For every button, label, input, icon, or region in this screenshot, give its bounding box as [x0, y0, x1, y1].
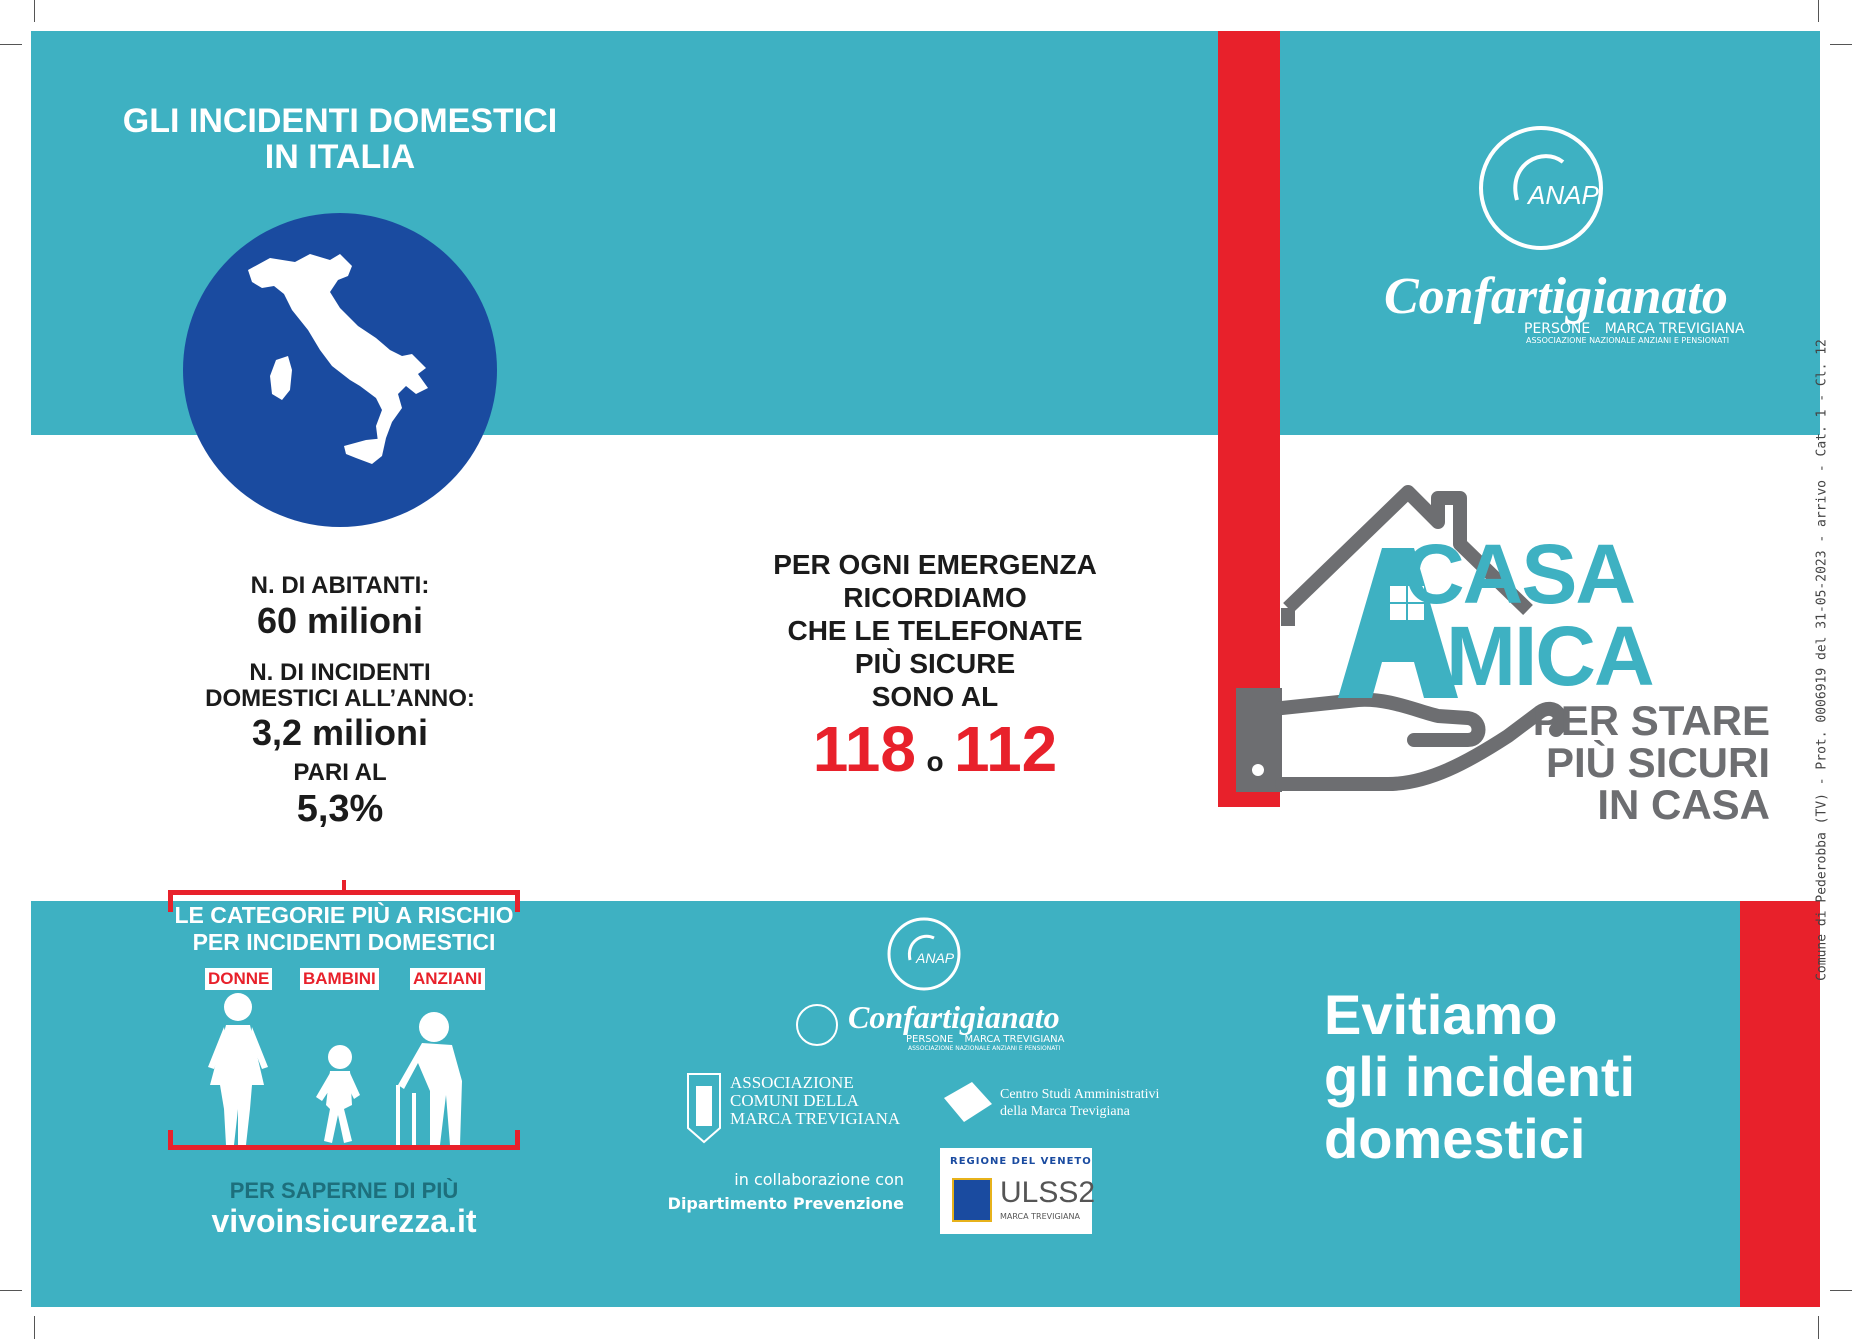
- logo-casa-text: CASA: [1404, 527, 1635, 621]
- crop-mark: [34, 1316, 35, 1339]
- emergency-numbers: [720, 712, 1150, 786]
- ratio-label: PARI AL: [293, 759, 387, 786]
- crop-mark: [0, 44, 22, 45]
- number-118: 118: [812, 713, 916, 785]
- crop-mark: [34, 0, 35, 22]
- centro-studi-text: Centro Studi Amministrativi della Marca Trevigiana: [1000, 1087, 1160, 1119]
- incidents-label: N. DI INCIDENTI DOMESTICI ALL’ANNO:: [205, 659, 475, 712]
- anap-logo-text: ANAP: [916, 950, 955, 966]
- logo-mica-text: MICA: [1446, 609, 1653, 703]
- number-112: 112: [954, 713, 1058, 785]
- crop-mark: [1818, 1316, 1819, 1339]
- page-title: GLI INCIDENTI DOMESTICI IN ITALIA: [122, 102, 558, 176]
- website-link[interactable]: vivoinsicurezza.it: [211, 1203, 477, 1239]
- woman-icon: [208, 993, 268, 1145]
- stats-block: [160, 572, 520, 830]
- anap-large-text: ANAP: [1528, 180, 1599, 210]
- comuni-crest-icon: [686, 1072, 722, 1144]
- child-icon: [316, 1045, 360, 1143]
- inhabitants-value: 60 milioni: [256, 600, 424, 641]
- collaboration-text: in collaborazione con Dipartimento Prevenzione: [667, 1170, 904, 1213]
- category-women: DONNE: [205, 968, 272, 990]
- risk-title: LE CATEGORIE PIÙ A RISCHIO PER INCIDENTI DOMESTICI: [174, 902, 514, 955]
- protocol-stamp: Comune di Pederobba (TV) - Prot. 0006919 del 31-05-2023 - arrivo - Cat. 1 - Cl. 12: [1814, 339, 1830, 981]
- tagline: PER STARE PIÙ SICURI IN CASA: [1532, 697, 1770, 828]
- anap-small-icon: [795, 1003, 839, 1047]
- veneto-lion-icon: [952, 1178, 992, 1222]
- emergency-message: PER OGNI EMERGENZA RICORDIAMO CHE LE TELEFONATE PIÙ SICURE SONO AL: [773, 549, 1097, 712]
- people-figures: [190, 985, 510, 1145]
- italy-map-circle: [180, 210, 500, 530]
- crop-mark: [1830, 1290, 1852, 1291]
- number-connector: o: [926, 746, 944, 777]
- more-info-label: PER SAPERNE DI PIÙ: [229, 1178, 459, 1203]
- crop-mark: [0, 1290, 22, 1291]
- ratio-value: 5,3%: [296, 788, 384, 830]
- confartigianato-large-logo: Confartigianato PERSONE MARCA TREVIGIANA ASSOCIAZIONE NAZIONALE ANZIANI E PENSIONATI: [1384, 268, 1745, 345]
- category-children: BAMBINI: [300, 968, 379, 990]
- category-elderly: ANZIANI: [410, 968, 485, 990]
- comuni-logo-text: ASSOCIAZIONE COMUNI DELLA MARCA TREVIGIANA: [730, 1073, 901, 1128]
- confartigianato-logo: Confartigianato PERSONE MARCA TREVIGIANA ASSOCIAZIONE NAZIONALE ANZIANI E PENSIONATI: [848, 999, 1065, 1052]
- ulss-logo: REGIONE DEL VENETO ULSS2 MARCA TREVIGIANA: [940, 1148, 1092, 1234]
- centro-studi-icon: [942, 1078, 994, 1124]
- incidents-value: 3,2 milioni: [251, 712, 429, 753]
- elderly-icon: [396, 1012, 462, 1145]
- red-corner-bar: [1740, 901, 1820, 1307]
- inhabitants-label: N. DI ABITANTI:: [250, 572, 430, 599]
- crop-mark: [1818, 0, 1819, 22]
- crop-mark: [1830, 44, 1852, 45]
- bottom-headline: Evitiamo gli incidenti domestici: [1324, 983, 1636, 1170]
